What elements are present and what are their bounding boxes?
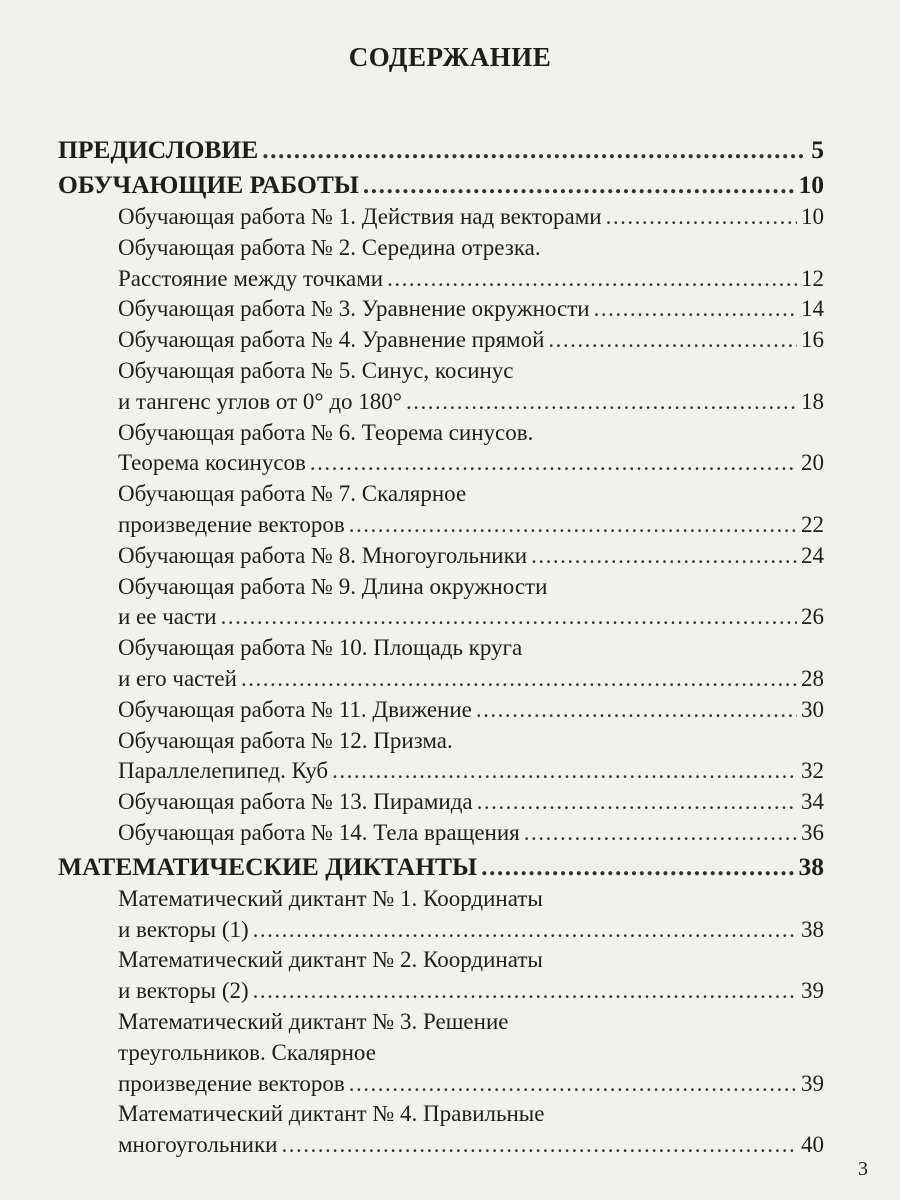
entry-title: Математический диктант № 4. Правильные — [118, 1101, 545, 1127]
toc-line — [58, 945, 824, 976]
toc-line — [58, 1007, 824, 1038]
toc-line — [58, 418, 824, 449]
toc-line — [58, 356, 824, 387]
toc-line — [58, 132, 824, 167]
entry-page-number: 38 — [798, 851, 824, 881]
entry-page-number: 36 — [801, 819, 824, 845]
dot-leader — [477, 787, 797, 818]
entry-page-number: 30 — [801, 696, 824, 722]
entry-page-number: 26 — [801, 604, 824, 630]
entry-title: ОБУЧАЮЩИЕ РАБОТЫ — [58, 170, 359, 199]
toc-entry — [58, 479, 824, 541]
toc-line — [58, 756, 824, 787]
entry-page-number: 38 — [801, 916, 824, 942]
dot-leader — [221, 602, 797, 633]
dot-leader — [253, 915, 797, 946]
entry-title: Обучающая работа № 10. Площадь круга — [118, 635, 523, 661]
entry-title: Обучающая работа № 14. Тела вращения — [118, 819, 520, 845]
dot-leader — [606, 202, 797, 233]
dot-leader — [594, 294, 797, 325]
entry-title: Математический диктант № 2. Координаты — [118, 947, 543, 973]
entry-page-number: 10 — [798, 170, 824, 199]
toc-entry — [58, 294, 824, 325]
toc-line — [58, 325, 824, 356]
toc-line — [58, 1130, 824, 1161]
entry-page-number: 32 — [801, 758, 824, 784]
entry-page-number: 16 — [801, 327, 824, 353]
toc-section — [58, 132, 824, 167]
toc-entry — [58, 418, 824, 480]
toc-entry — [58, 633, 824, 695]
entry-title: Обучающая работа № 11. Движение — [118, 696, 472, 722]
toc-line — [58, 387, 824, 418]
toc-entry — [58, 233, 824, 295]
entry-title: многоугольники — [118, 1132, 278, 1158]
entry-title: Обучающая работа № 1. Действия над векторами — [118, 204, 602, 229]
toc-line — [58, 633, 824, 664]
toc-entry — [58, 541, 824, 572]
entry-title: и векторы (1) — [118, 916, 249, 942]
entry-title: Параллелепипед. Куб — [118, 758, 329, 784]
entry-title: Обучающая работа № 9. Длина окружности — [118, 573, 548, 599]
entry-title: Обучающая работа № 3. Уравнение окружности — [118, 296, 590, 322]
dot-leader — [548, 325, 797, 356]
entry-page-number: 14 — [801, 296, 824, 322]
toc-line — [58, 1069, 824, 1100]
toc-line — [58, 294, 824, 325]
entry-page-number: 34 — [801, 789, 824, 815]
toc-entry — [58, 202, 824, 233]
entry-page-number: 22 — [801, 511, 824, 537]
toc-line — [58, 818, 824, 849]
dot-leader — [241, 664, 797, 695]
toc-line — [58, 202, 824, 233]
entry-page-number: 5 — [811, 135, 824, 164]
entry-page-number: 28 — [801, 665, 824, 691]
entry-page-number: 24 — [801, 542, 824, 568]
entry-page-number: 12 — [801, 265, 824, 291]
entry-title: МАТЕМАТИЧЕСКИЕ ДИКТАНТЫ — [58, 851, 478, 881]
toc-line — [58, 541, 824, 572]
toc-line — [58, 167, 824, 202]
entry-title: Расстояние между точками — [118, 265, 384, 291]
dot-leader — [481, 849, 794, 884]
toc-entry — [58, 695, 824, 726]
dot-leader — [253, 976, 797, 1007]
toc-entry — [58, 787, 824, 818]
entry-page-number: 10 — [801, 204, 824, 229]
dot-leader — [387, 264, 797, 295]
dot-leader — [363, 167, 795, 202]
entry-title: ПРЕДИСЛОВИЕ — [58, 135, 259, 164]
toc-entry — [58, 884, 824, 946]
toc-entry — [58, 818, 824, 849]
toc-line — [58, 726, 824, 757]
entry-title: Обучающая работа № 2. Середина отрезка. — [118, 234, 541, 260]
toc-line — [58, 602, 824, 633]
toc-line — [58, 479, 824, 510]
entry-title: произведение векторов — [118, 1070, 345, 1096]
toc-line — [58, 1038, 824, 1069]
toc-line — [58, 510, 824, 541]
toc-section — [58, 167, 824, 202]
dot-leader — [349, 510, 797, 541]
entry-title: Обучающая работа № 5. Синус, косинус — [118, 357, 514, 383]
entry-title: Обучающая работа № 6. Теорема синусов. — [118, 419, 534, 445]
entry-page-number: 39 — [801, 978, 824, 1004]
toc-line — [58, 448, 824, 479]
entry-title: Обучающая работа № 7. Скалярное — [118, 481, 467, 507]
toc-line — [58, 1099, 824, 1130]
dot-leader — [524, 818, 797, 849]
entry-title: Обучающая работа № 13. Пирамида — [118, 789, 473, 815]
toc-line — [58, 264, 824, 295]
entry-title: Математический диктант № 1. Координаты — [118, 885, 543, 911]
entry-title: и тангенс углов от 0° до 180° — [118, 388, 402, 414]
toc-line — [58, 695, 824, 726]
toc-entry — [58, 572, 824, 634]
toc-line — [58, 976, 824, 1007]
toc-line — [58, 884, 824, 915]
dot-leader — [281, 1130, 797, 1161]
entry-page-number: 18 — [801, 388, 824, 414]
entry-title: и ее части — [118, 604, 217, 630]
dot-leader — [349, 1069, 797, 1100]
entry-page-number: 39 — [801, 1070, 824, 1096]
toc-line — [58, 572, 824, 603]
entry-title: и векторы (2) — [118, 978, 249, 1004]
toc-entry — [58, 945, 824, 1007]
toc-entry — [58, 356, 824, 418]
page-number: 3 — [858, 1158, 868, 1180]
toc-entry — [58, 1099, 824, 1161]
entry-title: Обучающая работа № 4. Уравнение прямой — [118, 327, 545, 353]
toc-line — [58, 915, 824, 946]
entry-title: Теорема косинусов — [118, 450, 306, 476]
toc-entry — [58, 726, 824, 788]
dot-leader — [310, 448, 797, 479]
entry-page-number: 20 — [801, 450, 824, 476]
toc-section — [58, 849, 824, 884]
dot-leader — [262, 132, 807, 167]
page-title: СОДЕРЖАНИЕ — [348, 42, 552, 72]
dot-leader — [531, 541, 797, 572]
dot-leader — [476, 695, 797, 726]
entry-title: произведение векторов — [118, 511, 345, 537]
entry-title: и его частей — [118, 665, 237, 691]
entry-title: Математический диктант № 3. Решение — [118, 1008, 509, 1034]
entry-page-number: 40 — [801, 1132, 824, 1158]
entry-title: треугольников. Скалярное — [118, 1039, 376, 1065]
toc-entry — [58, 1007, 824, 1099]
toc-line — [58, 233, 824, 264]
toc-line — [58, 787, 824, 818]
toc-entry — [58, 325, 824, 356]
entry-title: Обучающая работа № 12. Призма. — [118, 727, 453, 753]
toc-line — [58, 664, 824, 695]
dot-leader — [332, 756, 797, 787]
table-of-contents — [58, 132, 824, 1161]
toc-line — [58, 849, 824, 884]
dot-leader — [406, 387, 797, 418]
entry-title: Обучающая работа № 8. Многоугольники — [118, 542, 528, 568]
